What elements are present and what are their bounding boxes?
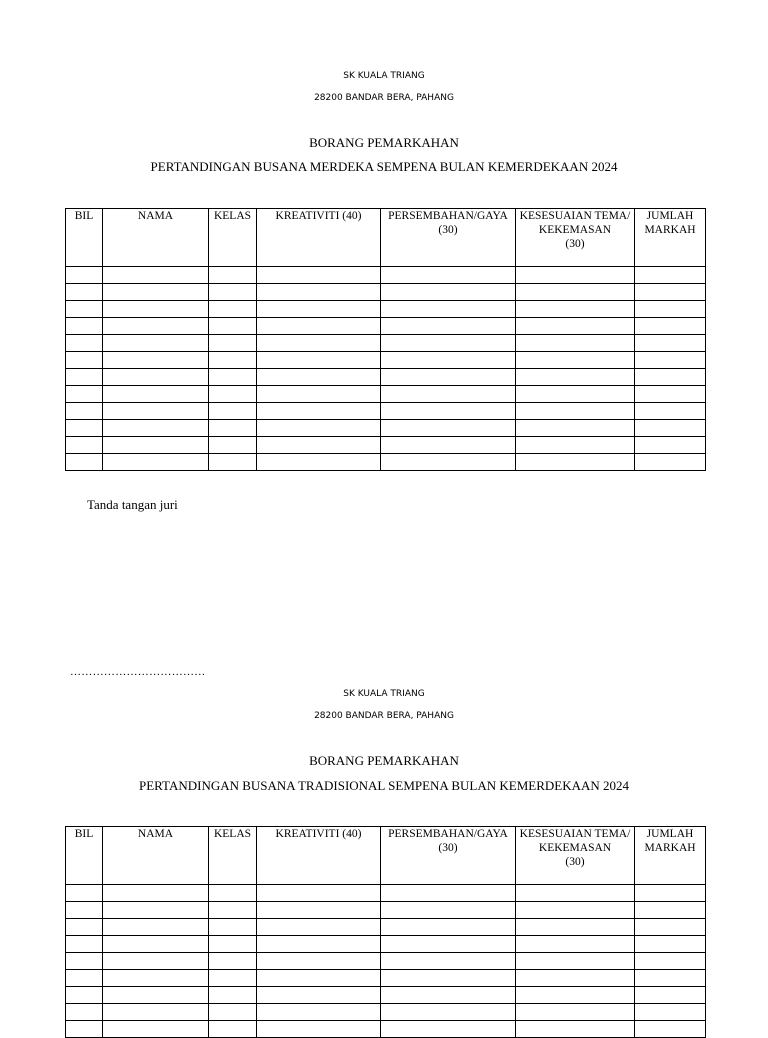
empty-cell	[103, 335, 209, 352]
empty-cell	[257, 352, 381, 369]
table-header-row	[66, 209, 706, 267]
empty-cell	[381, 970, 516, 987]
empty-cell	[257, 1021, 381, 1038]
empty-cell	[381, 437, 516, 454]
empty-cell	[635, 318, 706, 335]
empty-cell	[103, 902, 209, 919]
table-row	[66, 454, 706, 471]
empty-cell	[209, 1004, 257, 1021]
empty-cell	[635, 936, 706, 953]
empty-cell	[103, 1021, 209, 1038]
empty-cell	[103, 369, 209, 386]
form-subtitle: PERTANDINGAN BUSANA TRADISIONAL SEMPENA BULAN KEMERDEKAAN 2024	[138, 778, 630, 793]
empty-cell	[103, 403, 209, 420]
table-row	[66, 386, 706, 403]
col-persembahan-label: PERSEMBAHAN/GAYA (30)	[388, 828, 508, 854]
empty-cell	[209, 970, 257, 987]
form-title: BORANG PEMARKAHAN	[309, 753, 459, 768]
empty-cell	[635, 267, 706, 284]
empty-cell	[257, 420, 381, 437]
empty-cell	[103, 352, 209, 369]
empty-cell	[66, 953, 103, 970]
empty-cell	[209, 318, 257, 335]
empty-cell	[66, 420, 103, 437]
empty-cell	[635, 885, 706, 902]
empty-cell	[516, 936, 635, 953]
empty-cell	[66, 919, 103, 936]
empty-cell	[381, 1004, 516, 1021]
empty-cell	[516, 1021, 635, 1038]
empty-cell	[516, 953, 635, 970]
table-row	[66, 1021, 706, 1038]
empty-cell	[66, 369, 103, 386]
empty-cell	[103, 267, 209, 284]
empty-cell	[257, 970, 381, 987]
empty-cell	[635, 953, 706, 970]
empty-cell	[381, 1021, 516, 1038]
col-persembahan	[381, 827, 516, 885]
col-kreativiti: KREATIVITI (40)	[257, 827, 381, 885]
empty-cell	[209, 902, 257, 919]
empty-cell	[257, 335, 381, 352]
empty-cell	[66, 936, 103, 953]
empty-cell	[209, 369, 257, 386]
empty-cell	[257, 454, 381, 471]
empty-cell	[103, 970, 209, 987]
empty-cell	[209, 885, 257, 902]
empty-cell	[516, 437, 635, 454]
signature-line: ………………………………	[70, 666, 206, 678]
empty-cell	[103, 1004, 209, 1021]
empty-cell	[381, 318, 516, 335]
empty-cell	[103, 301, 209, 318]
empty-cell	[257, 953, 381, 970]
table-row	[66, 902, 706, 919]
empty-cell	[103, 437, 209, 454]
empty-cell	[209, 352, 257, 369]
empty-cell	[209, 987, 257, 1004]
table-row	[66, 437, 706, 454]
empty-cell	[635, 902, 706, 919]
empty-cell	[635, 987, 706, 1004]
empty-cell	[516, 970, 635, 987]
empty-cell	[381, 902, 516, 919]
empty-cell	[103, 936, 209, 953]
empty-cell	[66, 301, 103, 318]
table-header-row	[66, 827, 706, 885]
col-nama: NAMA	[103, 209, 209, 267]
empty-cell	[257, 403, 381, 420]
empty-cell	[516, 1004, 635, 1021]
empty-cell	[209, 284, 257, 301]
col-jumlah: JUMLAH MARKAH	[635, 209, 706, 267]
empty-cell	[257, 267, 381, 284]
table-row	[66, 953, 706, 970]
empty-cell	[381, 454, 516, 471]
col-kesesuaian-marks: (30)	[565, 856, 585, 868]
empty-cell	[209, 420, 257, 437]
col-nama: NAMA	[103, 827, 209, 885]
empty-cell	[209, 953, 257, 970]
table-row	[66, 318, 706, 335]
col-kelas: KELAS	[209, 209, 257, 267]
empty-cell	[209, 335, 257, 352]
empty-cell	[66, 386, 103, 403]
empty-cell	[66, 1004, 103, 1021]
empty-cell	[635, 386, 706, 403]
empty-cell	[381, 953, 516, 970]
school-name: SK KUALA TRIANG	[343, 689, 425, 699]
empty-cell	[381, 386, 516, 403]
empty-cell	[257, 987, 381, 1004]
school-address: 28200 BANDAR BERA, PAHANG	[314, 93, 454, 103]
col-kesesuaian	[516, 827, 635, 885]
empty-cell	[381, 987, 516, 1004]
col-kesesuaian-label: KESESUAIAN TEMA/KEKEMASAN	[519, 828, 631, 854]
empty-cell	[66, 902, 103, 919]
empty-cell	[516, 902, 635, 919]
empty-cell	[257, 1004, 381, 1021]
empty-cell	[209, 267, 257, 284]
empty-cell	[516, 267, 635, 284]
table-row	[66, 301, 706, 318]
empty-cell	[209, 386, 257, 403]
empty-cell	[381, 301, 516, 318]
empty-cell	[66, 885, 103, 902]
empty-cell	[66, 454, 103, 471]
empty-cell	[103, 318, 209, 335]
empty-cell	[516, 335, 635, 352]
empty-cell	[635, 970, 706, 987]
empty-cell	[257, 437, 381, 454]
empty-cell	[381, 369, 516, 386]
table-row	[66, 1004, 706, 1021]
col-kesesuaian	[516, 209, 635, 267]
empty-cell	[257, 369, 381, 386]
empty-cell	[516, 301, 635, 318]
empty-cell	[103, 987, 209, 1004]
empty-cell	[257, 301, 381, 318]
empty-cell	[516, 352, 635, 369]
empty-cell	[66, 335, 103, 352]
empty-cell	[516, 403, 635, 420]
table-row	[66, 335, 706, 352]
empty-cell	[635, 1004, 706, 1021]
table-row	[66, 369, 706, 386]
table-row	[66, 885, 706, 902]
table-row	[66, 267, 706, 284]
empty-cell	[66, 403, 103, 420]
empty-cell	[635, 454, 706, 471]
empty-cell	[103, 885, 209, 902]
empty-cell	[635, 352, 706, 369]
empty-cell	[635, 420, 706, 437]
empty-cell	[516, 885, 635, 902]
empty-cell	[66, 267, 103, 284]
col-persembahan	[381, 209, 516, 267]
empty-cell	[209, 919, 257, 936]
empty-cell	[257, 318, 381, 335]
empty-cell	[103, 454, 209, 471]
table-row	[66, 403, 706, 420]
empty-cell	[381, 352, 516, 369]
empty-cell	[635, 284, 706, 301]
empty-cell	[516, 987, 635, 1004]
col-kelas: KELAS	[209, 827, 257, 885]
form-subtitle: PERTANDINGAN BUSANA MERDEKA SEMPENA BULAN KEMERDEKAAN 2024	[150, 159, 618, 174]
table-row	[66, 352, 706, 369]
score-table	[65, 208, 706, 471]
empty-cell	[381, 335, 516, 352]
empty-cell	[381, 403, 516, 420]
school-name: SK KUALA TRIANG	[343, 71, 425, 81]
table-row	[66, 970, 706, 987]
empty-cell	[381, 885, 516, 902]
signature-label: Tanda tangan juri	[87, 497, 178, 512]
empty-cell	[66, 970, 103, 987]
empty-cell	[66, 284, 103, 301]
empty-cell	[209, 1021, 257, 1038]
table-row	[66, 987, 706, 1004]
empty-cell	[635, 403, 706, 420]
empty-cell	[516, 369, 635, 386]
empty-cell	[103, 420, 209, 437]
empty-cell	[257, 284, 381, 301]
col-kreativiti: KREATIVITI (40)	[257, 209, 381, 267]
empty-cell	[209, 454, 257, 471]
empty-cell	[103, 919, 209, 936]
empty-cell	[381, 267, 516, 284]
school-address: 28200 BANDAR BERA, PAHANG	[314, 711, 454, 721]
empty-cell	[209, 936, 257, 953]
empty-cell	[381, 420, 516, 437]
empty-cell	[516, 318, 635, 335]
empty-cell	[257, 386, 381, 403]
empty-cell	[103, 953, 209, 970]
empty-cell	[257, 936, 381, 953]
empty-cell	[66, 318, 103, 335]
col-kesesuaian-marks: (30)	[565, 238, 585, 250]
table-row	[66, 420, 706, 437]
empty-cell	[516, 454, 635, 471]
col-kesesuaian-label: KESESUAIAN TEMA/KEKEMASAN	[519, 210, 631, 236]
empty-cell	[381, 284, 516, 301]
empty-cell	[66, 1021, 103, 1038]
empty-cell	[635, 437, 706, 454]
empty-cell	[516, 386, 635, 403]
empty-cell	[257, 902, 381, 919]
empty-cell	[635, 335, 706, 352]
empty-cell	[635, 919, 706, 936]
table-body	[66, 267, 706, 471]
empty-cell	[381, 919, 516, 936]
table-row	[66, 919, 706, 936]
col-bil: BIL	[66, 209, 103, 267]
empty-cell	[257, 885, 381, 902]
empty-cell	[209, 403, 257, 420]
empty-cell	[635, 301, 706, 318]
table-row	[66, 936, 706, 953]
empty-cell	[66, 352, 103, 369]
col-persembahan-label: PERSEMBAHAN/GAYA (30)	[388, 210, 508, 236]
empty-cell	[209, 301, 257, 318]
empty-cell	[516, 284, 635, 301]
table-body	[66, 885, 706, 1038]
empty-cell	[66, 987, 103, 1004]
col-bil: BIL	[66, 827, 103, 885]
empty-cell	[257, 919, 381, 936]
empty-cell	[516, 919, 635, 936]
empty-cell	[381, 936, 516, 953]
empty-cell	[103, 284, 209, 301]
empty-cell	[66, 437, 103, 454]
empty-cell	[635, 369, 706, 386]
form-title: BORANG PEMARKAHAN	[309, 135, 459, 150]
empty-cell	[103, 386, 209, 403]
table-row	[66, 284, 706, 301]
empty-cell	[209, 437, 257, 454]
col-jumlah: JUMLAH MARKAH	[635, 827, 706, 885]
empty-cell	[516, 420, 635, 437]
empty-cell	[635, 1021, 706, 1038]
score-table	[65, 826, 706, 1038]
